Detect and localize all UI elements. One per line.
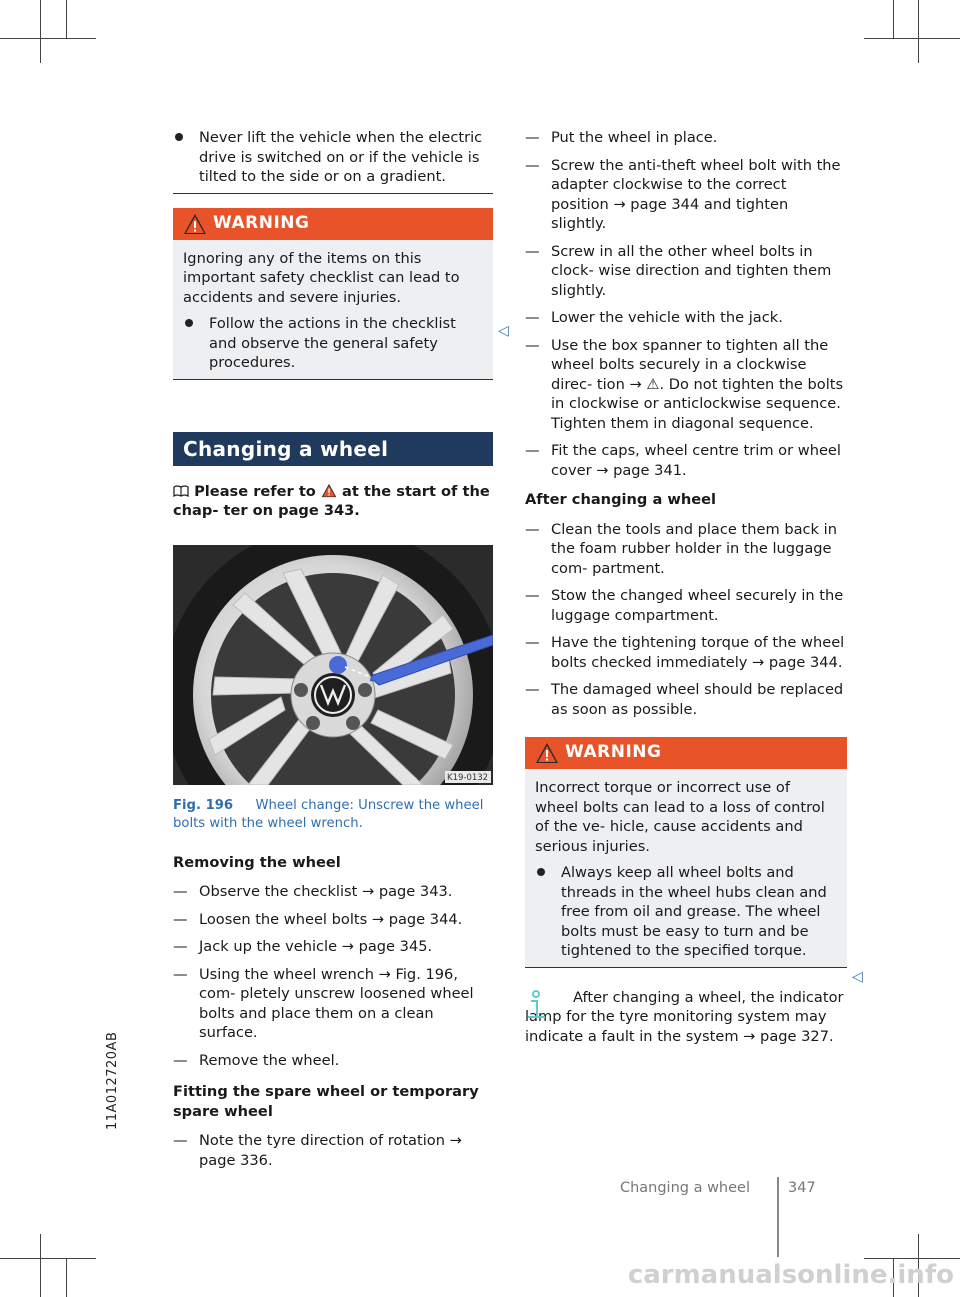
list-item: — Using the wheel wrench → Fig. 196, com- pletely unscrew loosened wheel bolts and place them on a clean surface.	[173, 965, 474, 1041]
warning-title: WARNING	[213, 212, 310, 233]
info-note: After changing a wheel, the indicator lamp for the tyre monitoring system may indicate a fault in the system → page 327.	[525, 988, 844, 1045]
list-item: — Jack up the vehicle → page 345.	[173, 938, 433, 955]
warning-text: Incorrect torque or incorrect use of wheel bolts can lead to a loss of control of the ve- hicle, cause accidents and serious injuries.	[535, 779, 825, 855]
crop-mark	[864, 1258, 960, 1259]
svg-text:K19-0132: K19-0132	[447, 772, 489, 783]
list-item: — Screw in all the other wheel bolts in clock- wise direction and tighten them slightly.	[525, 242, 832, 299]
list-item: — Observe the checklist → page 343.	[173, 883, 453, 900]
bullet-icon	[175, 133, 183, 141]
book-icon	[173, 485, 189, 497]
right-column	[525, 128, 847, 1046]
bullet-icon	[185, 319, 193, 327]
list-item: — The damaged wheel should be replaced as soon as possible.	[525, 681, 844, 718]
crop-mark	[66, 0, 67, 38]
list-item: — Have the tightening torque of the wheel bolts checked immediately → page 344.	[525, 634, 845, 671]
crop-mark	[40, 1234, 41, 1297]
end-of-section-icon: ◁	[852, 969, 863, 985]
warning-bullet: Follow the actions in the checklist and observe the general safety procedures.	[183, 314, 483, 373]
crop-mark	[40, 0, 41, 63]
left-column	[173, 128, 493, 1178]
warning-header	[525, 737, 847, 769]
page-number: 347	[788, 1180, 816, 1196]
info-icon	[525, 990, 547, 1020]
removing-heading: Removing the wheel	[173, 853, 341, 871]
crop-mark	[66, 1258, 67, 1297]
list-item: — Clean the tools and place them back in the foam rubber holder in the luggage com- partment.	[525, 520, 837, 577]
list-item: — Screw the anti-theft wheel bolt with the adapter clockwise to the correct position → page 344 and tighten slightly.	[525, 156, 841, 232]
list-item: — Loosen the wheel bolts → page 344.	[173, 910, 463, 928]
figure-caption	[173, 797, 493, 833]
warning-text: Ignoring any of the items on this important safety checklist can lead to accidents and severe injuries.	[183, 249, 460, 306]
warning-triangle-icon	[535, 742, 559, 764]
warning-triangle-icon	[321, 483, 337, 498]
warning-header	[173, 208, 493, 240]
figure-label: Fig. 196	[173, 797, 234, 813]
after-steps	[525, 520, 847, 720]
figure-caption-text: Wheel change: Unscrew the wheel bolts with the wheel wrench.	[173, 797, 484, 831]
list-item: — Stow the changed wheel securely in the luggage compartment.	[525, 587, 844, 624]
section-title: Changing a wheel	[173, 432, 493, 466]
warning-title: WARNING	[565, 742, 662, 762]
end-of-section-icon: ◁	[498, 323, 509, 339]
warning-triangle-icon	[183, 213, 207, 235]
bullet-icon	[537, 868, 545, 876]
refer-note: Please refer to at the start of the chap- ter on page 343.	[173, 482, 490, 519]
list-item: — Use the box spanner to tighten all the wheel bolts securely in a clockwise direc- tion → ⚠. Do not tighten the bolts in clockwise or anticlockwise sequence. Tighten them in diagonal sequence.	[525, 336, 844, 432]
footer-divider	[777, 1177, 779, 1257]
wheel-illustration	[173, 545, 493, 785]
crop-mark	[893, 0, 894, 38]
footer-section-name: Changing a wheel	[619, 1180, 750, 1196]
warning-body	[173, 240, 493, 380]
crop-mark	[918, 0, 919, 63]
side-document-code: 11A012720AB	[105, 1031, 120, 1130]
list-item: — Note the tyre direction of rotation → page 336.	[173, 1132, 462, 1169]
list-item: — Put the wheel in place.	[525, 129, 718, 146]
list-item: — Remove the wheel.	[173, 1051, 340, 1069]
fitting-steps	[525, 128, 847, 480]
fitting-heading: Fitting the spare wheel or temporary spare wheel	[173, 1083, 479, 1120]
top-bullet: Never lift the vehicle when the electric drive is switched on or if the vehicle is tilted to the side or on a gradient.	[173, 128, 493, 194]
watermark: carmanualsonline.info	[627, 1260, 954, 1290]
warning-box	[173, 208, 493, 380]
removing-steps	[173, 882, 493, 1070]
warning-box	[525, 737, 847, 968]
crop-mark	[0, 38, 96, 39]
after-heading: After changing a wheel	[525, 491, 717, 508]
wheel-figure	[173, 545, 493, 785]
list-item: — Fit the caps, wheel centre trim or wheel cover → page 341.	[525, 442, 841, 479]
warning-body	[525, 769, 847, 968]
warning-bullet: Always keep all wheel bolts and threads in the wheel hubs clean and free from oil and grease. The wheel bolts must be easy to turn and be tightened to the specified torque.	[535, 863, 837, 961]
list-item: — Lower the vehicle with the jack.	[525, 309, 783, 326]
crop-mark	[0, 1258, 96, 1259]
crop-mark	[864, 38, 960, 39]
